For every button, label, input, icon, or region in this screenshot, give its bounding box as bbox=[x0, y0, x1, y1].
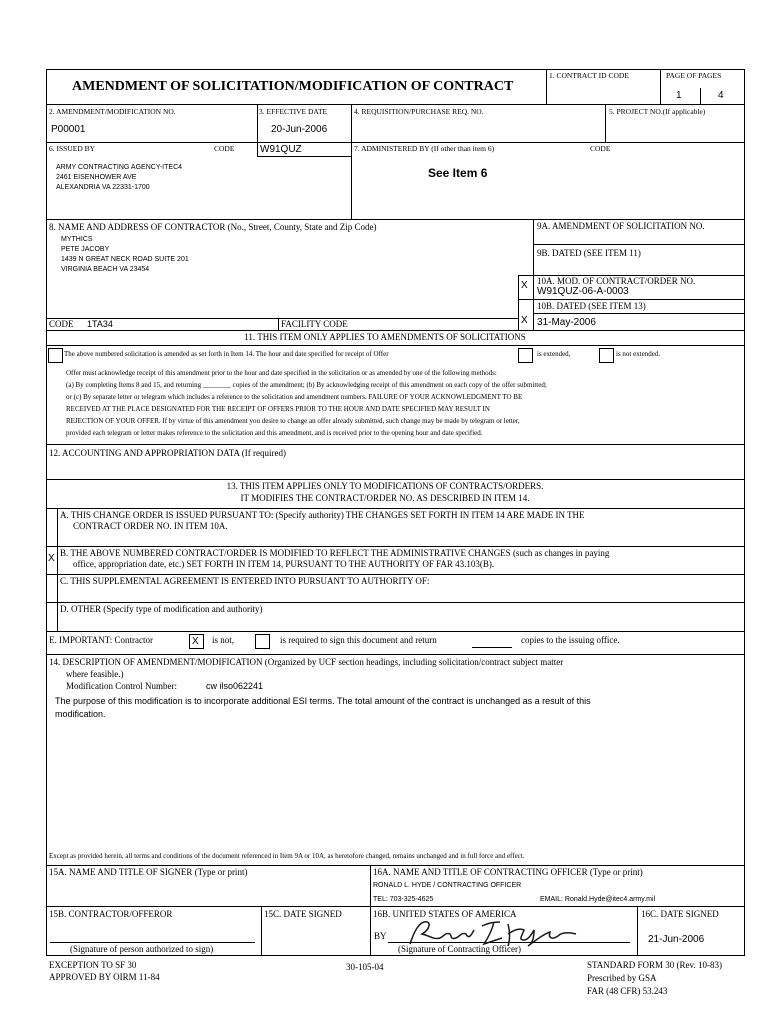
contractor-line-1: MYTHICS bbox=[61, 236, 93, 243]
by-label: BY bbox=[374, 931, 387, 941]
item-13b-line-1: B. THE ABOVE NUMBERED CONTRACT/ORDER IS MODIFIED TO REFLECT THE ADMINISTRATIVE CHANGES (such as changes in paying bbox=[60, 548, 610, 558]
not-extended-label: is not extended. bbox=[616, 350, 661, 358]
amendment-no-value: P00001 bbox=[51, 124, 86, 135]
issued-by-code-value: W91QUZ bbox=[260, 144, 302, 155]
contractor-code-label: CODE bbox=[49, 319, 74, 329]
footer-far: FAR (48 CFR) 53.243 bbox=[587, 986, 668, 996]
item-11-heading: 11. THIS ITEM ONLY APPLIES TO AMENDMENTS OF SOLICITATIONS bbox=[244, 332, 526, 342]
is-not-mark: X bbox=[192, 636, 199, 647]
issued-by-line-1: ARMY CONTRACTING AGENCY-ITEC4 bbox=[56, 164, 183, 171]
item-11-checkbox[interactable] bbox=[48, 348, 63, 363]
requisition-label: 4. REQUISITION/PURCHASE REQ. NO. bbox=[354, 107, 484, 116]
footer-standard-form: STANDARD FORM 30 (Rev. 10-83) bbox=[587, 960, 722, 970]
item-15a-label: 15A. NAME AND TITLE OF SIGNER (Type or print) bbox=[49, 867, 248, 877]
page-of-pages-label: PAGE OF PAGES bbox=[666, 71, 722, 80]
item-15c-label: 15C. DATE SIGNED bbox=[264, 909, 342, 919]
modification-control-label: Modification Control Number: bbox=[66, 681, 177, 691]
footer-form-number: 30-105-04 bbox=[346, 962, 384, 972]
extended-checkbox[interactable] bbox=[518, 348, 533, 363]
item-16c-label: 16C. DATE SIGNED bbox=[641, 909, 719, 919]
copies-label: copies to the issuing office. bbox=[521, 635, 620, 645]
purpose-line-1: The purpose of this modification is to incorporate additional ESI terms. The total amount of the contract is unchanged as a result of this bbox=[55, 696, 591, 706]
contracting-officer-email: EMAIL: Ronald.Hyde@itec4.army.mil bbox=[540, 896, 656, 903]
item-13-heading-2: IT MODIFIES THE CONTRACT/ORDER NO. AS DESCRIBED IN ITEM 14. bbox=[240, 493, 530, 503]
item-11-para-1: Offer must acknowledge receipt of this amendment prior to the hour and date specified in the solicitation or as amended by one of the following methods: bbox=[66, 369, 497, 377]
item-16a-label: 16A. NAME AND TITLE OF CONTRACTING OFFICER (Type or print) bbox=[373, 867, 643, 877]
contracting-officer-tel: TEL: 703-325-4625 bbox=[373, 896, 434, 903]
issued-by-code-label: CODE bbox=[214, 144, 235, 153]
item-9b-label: 9B. DATED (SEE ITEM 11) bbox=[537, 248, 641, 258]
item-e-label: E. IMPORTANT: Contractor bbox=[49, 635, 154, 645]
footer-approved: APPROVED BY OIRM 11-84 bbox=[49, 972, 160, 982]
item-10b-label: 10B. DATED (SEE ITEM 13) bbox=[537, 301, 646, 311]
effective-date-value: 20-Jun-2006 bbox=[271, 124, 328, 135]
item-13b-mark: X bbox=[48, 553, 55, 564]
item-15b-label: 15B. CONTRACTOR/OFFEROR bbox=[49, 909, 173, 919]
item-13d-label: D. OTHER (Specify type of modification and authority) bbox=[60, 604, 263, 614]
amendment-no-label: 2. AMENDMENT/MODIFICATION NO. bbox=[49, 107, 176, 116]
contract-id-code-label: 1. CONTRACT ID CODE bbox=[549, 71, 629, 80]
item-11-para-2: (a) By completing Items 8 and 15, and returning ________ copies of the amendment; (b) By acknowledging receipt of this amendment on each copy of the offer submitted; bbox=[66, 381, 547, 389]
facility-code-label: FACILITY CODE bbox=[281, 319, 348, 329]
footer-prescribed: Prescribed by GSA bbox=[587, 973, 657, 983]
contractor-signature-caption: (Signature of person authorized to sign) bbox=[70, 944, 214, 954]
modification-control-value: cw ilso062241 bbox=[206, 681, 264, 691]
not-extended-checkbox[interactable] bbox=[599, 348, 614, 363]
item-11-para-6: provided each telegram or letter makes reference to the solicitation and this amendment, and is received prior to the opening hour and date specified. bbox=[66, 429, 483, 437]
page-total: 4 bbox=[718, 90, 724, 101]
except-clause: Except as provided herein, all terms and conditions of the document referenced in Item 9A or 10A, as heretofore changed, remains unchanged and in full force and effect. bbox=[49, 852, 525, 860]
page-number: 1 bbox=[676, 90, 682, 101]
effective-date-label: 3. EFFECTIVE DATE bbox=[259, 107, 328, 116]
item-10b-mark: X bbox=[521, 315, 528, 326]
administered-by-label: 7. ADMINISTERED BY (If other than item 6) bbox=[354, 144, 495, 153]
item-10a-mark: X bbox=[521, 280, 528, 291]
issued-by-label: 6. ISSUED BY bbox=[49, 144, 96, 153]
item-13-heading-1: 13. THIS ITEM APPLIES ONLY TO MODIFICATIONS OF CONTRACTS/ORDERS. bbox=[226, 481, 544, 491]
item-14-line-1: 14. DESCRIPTION OF AMENDMENT/MODIFICATION (Organized by UCF section headings, including solicitation/contract subject matter bbox=[49, 657, 564, 667]
is-required-label: is required to sign this document and return bbox=[280, 635, 437, 645]
item-11-line-1: The above numbered solicitation is amended as set forth in Item 14. The hour and date specified for receipt of Offer bbox=[64, 350, 389, 358]
contractor-line-2: PETE JACOBY bbox=[61, 246, 110, 253]
item-13b-line-2: office, appropriation date, etc.) SET FORTH IN ITEM 14, PURSUANT TO THE AUTHORITY OF FAR 43.103(B). bbox=[73, 559, 495, 569]
administered-by-value: See Item 6 bbox=[428, 166, 488, 180]
administered-by-code-label: CODE bbox=[590, 144, 611, 153]
item-14-line-2: where feasible.) bbox=[66, 669, 124, 679]
item-10b-value: 31-May-2006 bbox=[537, 317, 596, 328]
item-12-label: 12. ACCOUNTING AND APPROPRIATION DATA (If required) bbox=[49, 448, 287, 458]
item-10a-label: 10A. MOD. OF CONTRACT/ORDER NO. bbox=[537, 276, 696, 286]
form-title: AMENDMENT OF SOLICITATION/MODIFICATION OF CONTRACT bbox=[72, 79, 514, 94]
contractor-code-value: 1TA34 bbox=[87, 319, 113, 329]
item-16c-value: 21-Jun-2006 bbox=[648, 934, 705, 945]
item-9a-label: 9A. AMENDMENT OF SOLICITATION NO. bbox=[537, 221, 705, 231]
is-required-checkbox[interactable] bbox=[255, 634, 270, 649]
item-10a-value: W91QUZ-06-A-0003 bbox=[537, 286, 629, 297]
extended-label: is extended, bbox=[537, 350, 571, 358]
item-11-para-3: or (c) By separate letter or telegram which includes a reference to the solicitation and amendment numbers. FAILURE OF YOUR ACKNOWLEDGMENT TO BE bbox=[66, 393, 523, 401]
purpose-line-2: modification. bbox=[55, 709, 106, 719]
officer-signature-caption: (Signature of Contracting Officer) bbox=[398, 944, 522, 954]
item-13c-label: C. THIS SUPPLEMENTAL AGREEMENT IS ENTERED INTO PURSUANT TO AUTHORITY OF: bbox=[60, 576, 430, 586]
item-11-para-5: REJECTION OF YOUR OFFER. If by virtue of this amendment you desire to change an offer already submitted, such change may be made by telegram or letter, bbox=[66, 417, 520, 425]
item-11-para-4: RECEIVED AT THE PLACE DESIGNATED FOR THE RECEIPT OF OFFERS PRIOR TO THE HOUR AND DATE SPECIFIED MAY RESULT IN bbox=[66, 405, 490, 413]
project-no-label: 5. PROJECT NO.(If applicable) bbox=[609, 107, 706, 116]
issued-by-line-3: ALEXANDRIA VA 22331-1700 bbox=[56, 184, 150, 191]
contracting-officer-name: RONALD L. HYDE / CONTRACTING OFFICER bbox=[373, 882, 522, 889]
issued-by-line-2: 2461 EISENHOWER AVE bbox=[56, 174, 137, 181]
contractor-line-4: VIRGINIA BEACH VA 23454 bbox=[61, 266, 150, 273]
item-13a-line-2: CONTRACT ORDER NO. IN ITEM 10A. bbox=[73, 521, 228, 531]
item-13a-line-1: A. THIS CHANGE ORDER IS ISSUED PURSUANT TO: (Specify authority) THE CHANGES SET FORTH IN ITEM 14 ARE MADE IN THE bbox=[60, 510, 585, 520]
is-not-label: is not, bbox=[212, 635, 235, 645]
contractor-line-3: 1439 N GREAT NECK ROAD SUITE 201 bbox=[61, 256, 189, 263]
contractor-label: 8. NAME AND ADDRESS OF CONTRACTOR (No., Street, County, State and Zip Code) bbox=[49, 222, 377, 232]
footer-exception: EXCEPTION TO SF 30 bbox=[49, 960, 137, 970]
item-16b-label: 16B. UNITED STATES OF AMERICA bbox=[373, 909, 517, 919]
officer-signature bbox=[404, 918, 584, 948]
